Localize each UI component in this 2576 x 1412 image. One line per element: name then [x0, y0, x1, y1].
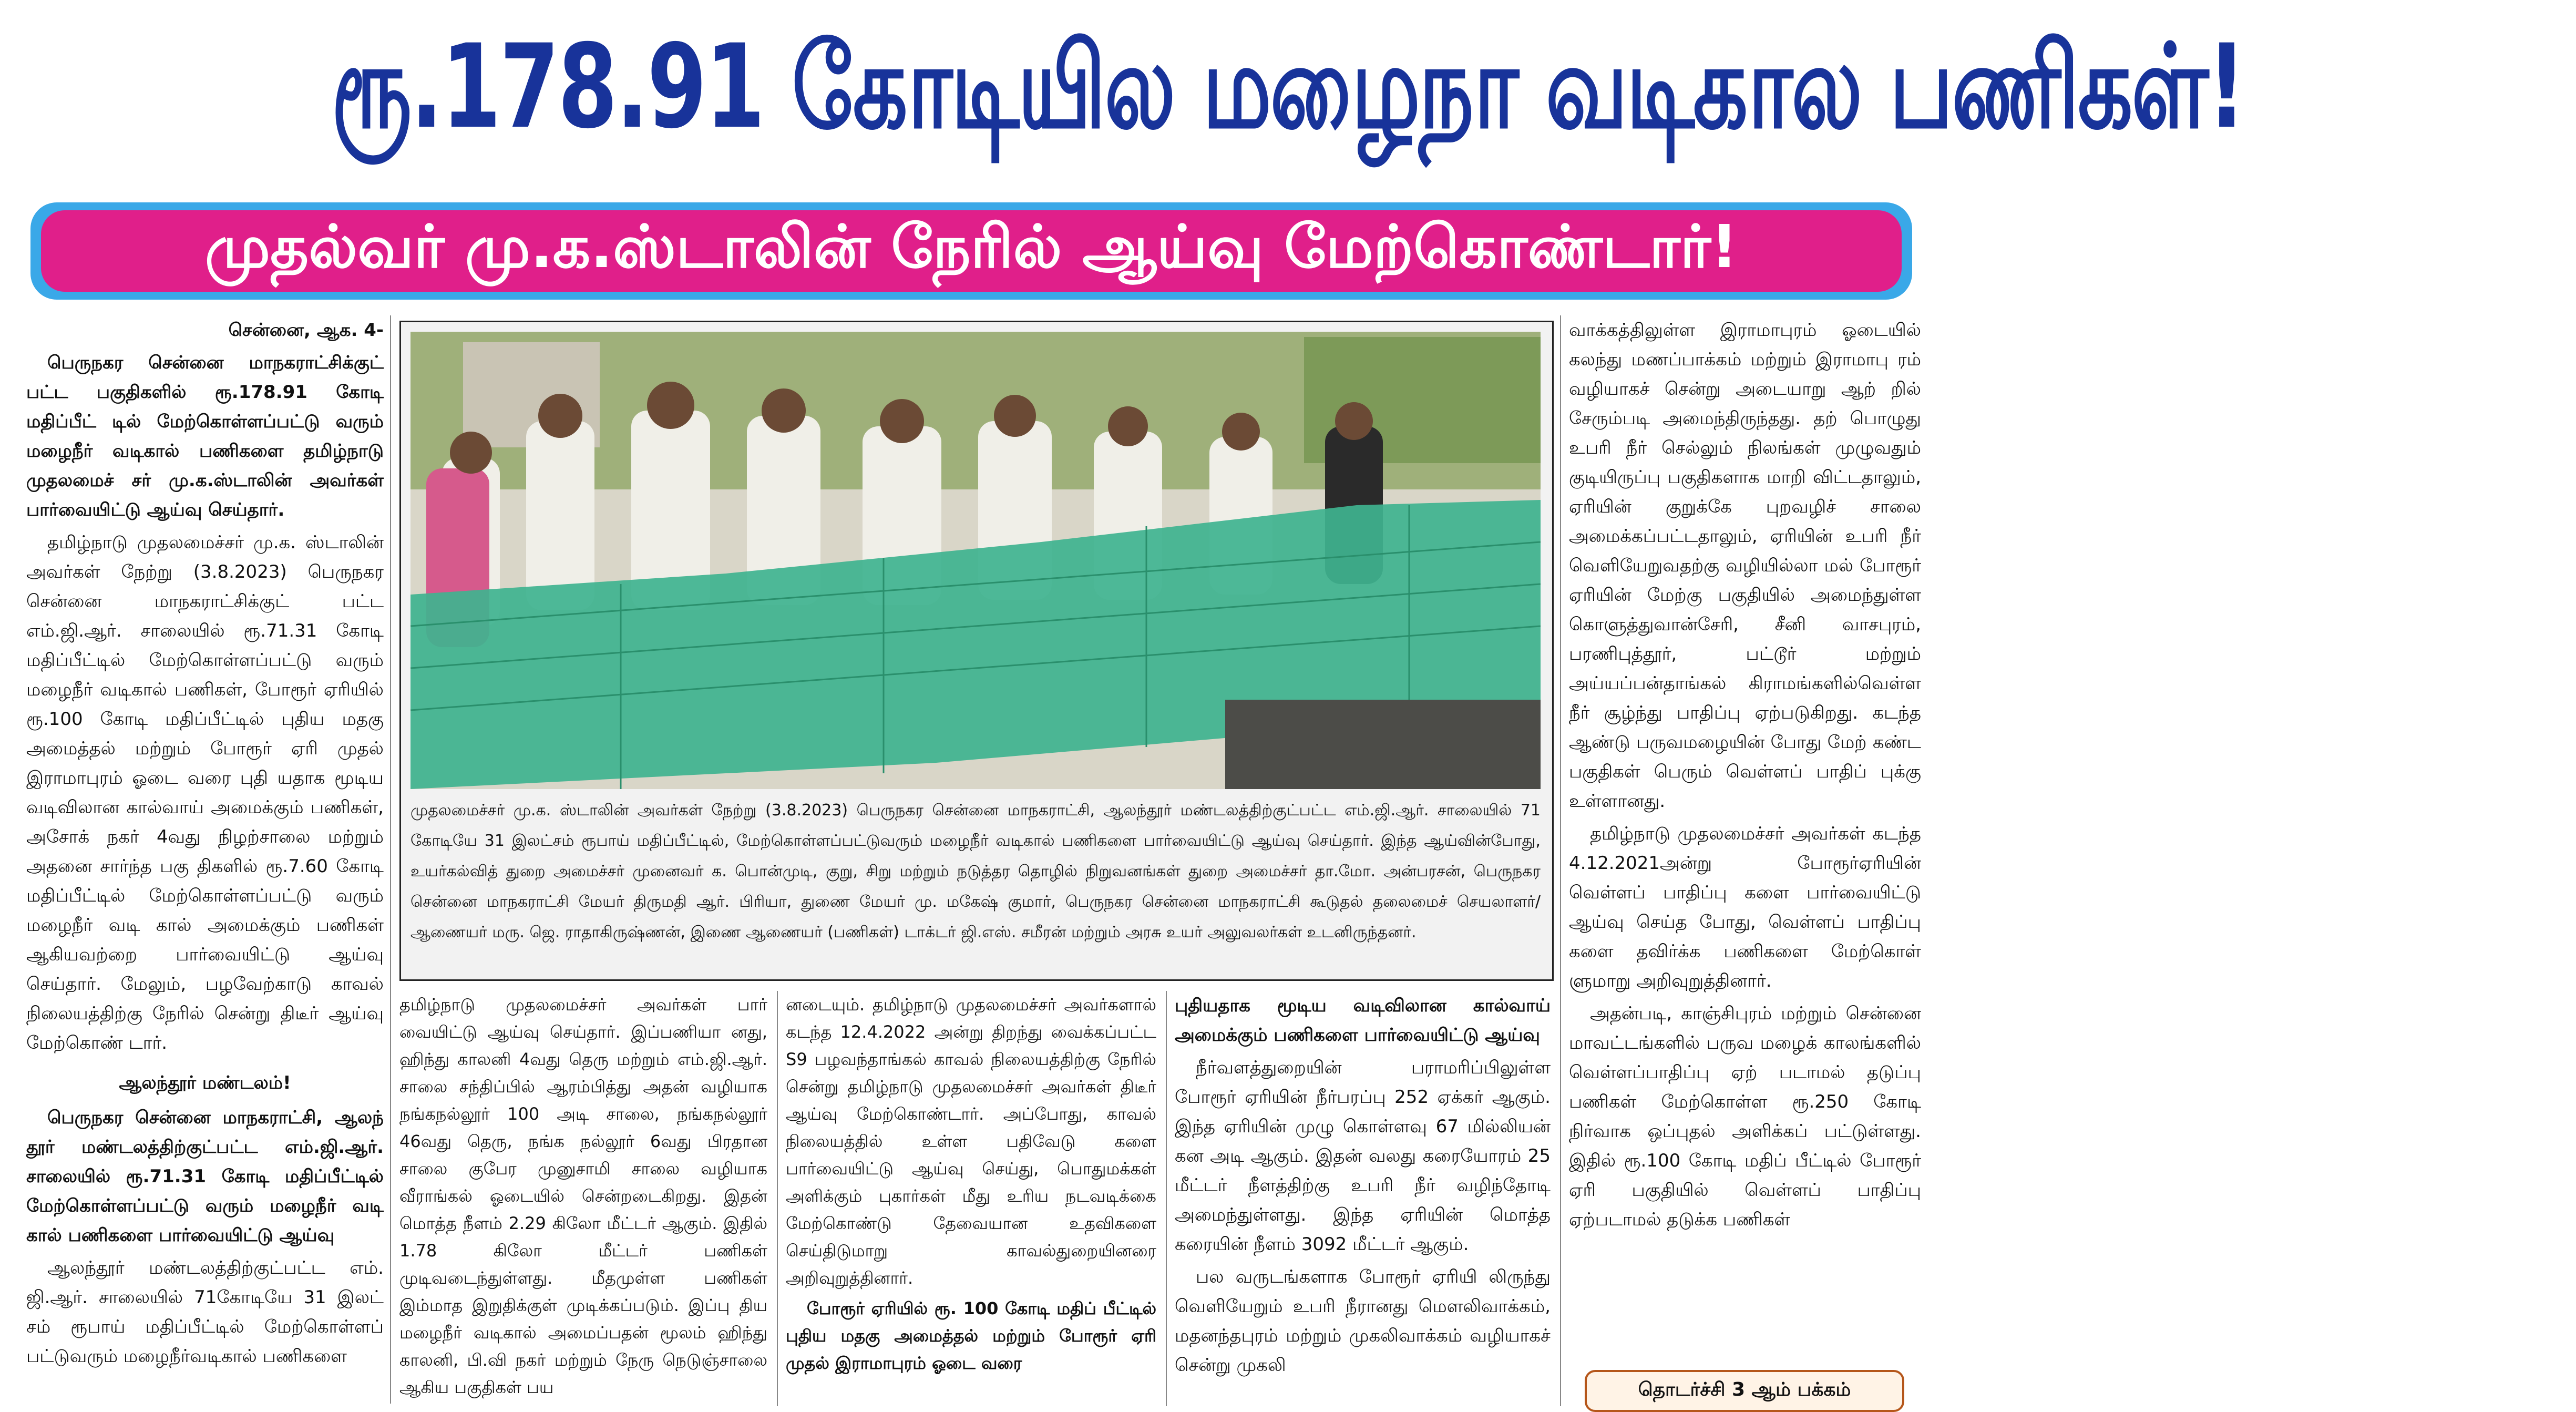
- article-column-4: [1175, 991, 1551, 1383]
- lead-paragraph: பெருநகர சென்னை மாநகராட்சிக்குட் பட்ட பகுதிகளில் ரூ.178.91 கோடி மதிப்பீட் டில் மேற்கொள்ளப்பட்டு வரும் மழைநீர் வடிகால் பணிகளை தமிழ்நாடு முதலமைச் சர் மு.க.ஸ்டாலின் அவர்கள் பார்வையிட்டு ஆய்வு செய்தார்.: [26, 352, 384, 520]
- subheadline-banner: [30, 202, 1912, 300]
- subheadline-inner: [41, 210, 1902, 292]
- headline-text: ரூ.178.91 கோடியில மழைநா வடிகால பணிகள்!: [331, 19, 2245, 154]
- column-divider: [390, 315, 391, 1404]
- body-paragraph: தமிழ்நாடு முதலமைச்சர் மு.க. ஸ்டாலின் அவர்கள் நேற்று (3.8.2023) பெருநகர சென்னை மாநகராட்சிக்குட் பட்ட எம்.ஜி.ஆர். சாலையில் ரூ.71.31 கோடி மதிப்பீட்டில் மேற்கொள்ளப்பட்டு வரும் மழைநீர் வடிகால் பணிகள், போரூர் ஏரியில் ரூ.100 கோடி மதிப்பீட்டில் புதிய மதகு அமைத்தல் மற்றும் போரூர் ஏரி முதல் இராமாபுரம் ஓடை வரை புதி யதாக மூடிய வடிவிலான கால்வாய் அமைக்கும் பணிகள், அசோக் நகர் 4வது நிழற்சாலை மற்றும் அதனை சார்ந்த பகு திகளில் ரூ.7.60 கோடி மதிப்பீட்டில் மேற்கொள்ளப்பட்டு வரும் மழைநீர் வடி கால் அமைக்கும் பணிகள் ஆகியவற்றை பார்வையிட்டு ஆய்வு செய்தார். மேலும், பழவேற்காடு காவல் நிலையத்திற்கு நேரில் சென்று திடீர் ஆய்வு மேற்கொண் டார்.: [26, 532, 384, 1053]
- body-paragraph: ஆலந்தூர் மண்டலத்திற்குட்பட்ட எம். ஜி.ஆர். சாலையில் 71கோடியே 31 இலட் சம் ரூபாய் மதிப்பீட்டில் மேற்கொள்ளப் பட்டுவரும் மழைநீர்வடிகால் பணிகளை: [26, 1257, 384, 1367]
- column-divider: [1166, 991, 1167, 1406]
- column-divider: [1560, 315, 1561, 1406]
- article-column-5: [1569, 315, 1921, 1237]
- body-paragraph: நீர்வளத்துறையின் பராமரிப்பிலுள்ள போரூர் ஏரியின் நீர்பரப்பு 252 ஏக்கர் ஆகும். இந்த ஏரியின் முழு கொள்ளவு 67 மில்லியன் கன அடி ஆகும். இதன் வலது கரையோரம் 25 மீட்டர் நீளத்திற்கு உபரி நீர் வழிந்தோடி அமைந்துள்ளது. இந்த ஏரியின் மொத்த கரையின் நீளம் 3092 மீட்டர் ஆகும்.: [1175, 1057, 1551, 1255]
- section-subhead: ஆலந்தூர் மண்டலம்!: [119, 1072, 291, 1093]
- article-column-3: [786, 991, 1156, 1380]
- page-headline: [0, 0, 2245, 173]
- subheadline-text: முதல்வர் மு.க.ஸ்டாலின் நேரில் ஆய்வு மேற்கொண்டார்!: [204, 213, 1738, 281]
- body-paragraph: வாக்கத்திலுள்ள இராமாபுரம் ஓடையில் கலந்து மணப்பாக்கம் மற்றும் இராமாபு ரம் வழியாகச் சென்று அடையாறு ஆற் றில் சேரும்படி அமைந்திருந்தது. தற் பொழுது உபரி நீர் செல்லும் நிலங்கள் முழுவதும் குடியிருப்பு பகுதிகளாக மாறி விட்டதாலும், ஏரியின் குறுக்கே புறவழிச் சாலை அமைக்கப்பட்டதாலும், ஏரியின் உபரி நீர் வெளியேறுவதற்கு வழியில்லா மல் போரூர் ஏரியின் மேற்கு பகுதியில் அமைந்துள்ள கொளுத்துவான்சேரி, சீனி வாசபுரம், பரணிபுத்தூர், பட்டூர் மற்றும் அய்யப்பன்தாங்கல் கிராமங்களில்வெள்ள நீர் சூழ்ந்து பாதிப்பு ஏற்படுகிறது. கடந்த ஆண்டு பருவமழையின் போது மேற் கண்ட பகுதிகள் பெரும் வெள்ளப் பாதிப் புக்கு உள்ளானது.: [1569, 320, 1921, 812]
- column-divider: [777, 991, 778, 1406]
- body-paragraph: பல வருடங்களாக போரூர் ஏரியி லிருந்து வெளியேறும் உபரி நீரானது மௌலிவாக்கம், மதனந்தபுரம் மற்றும் முகலிவாக்கம் வழியாகச் சென்று முகலி: [1175, 1266, 1551, 1376]
- photo-illustration: [410, 332, 1541, 789]
- article-column-2: [399, 991, 767, 1404]
- section-subhead: புதியதாக மூடிய வடிவிலான கால்வாய் அமைக்கும் பணிகளை பார்வையிட்டு ஆய்வு: [1175, 995, 1551, 1046]
- article-column-1: [26, 315, 384, 1374]
- news-photo-frame: [399, 321, 1554, 981]
- news-photo: [410, 332, 1541, 789]
- dateline: சென்னை, ஆக. 4-: [228, 320, 384, 341]
- body-paragraph: அதன்படி, காஞ்சிபுரம் மற்றும் சென்னை மாவட்டங்களில் பருவ மழைக் காலங்களில் வெள்ளப்பாதிப்பு ஏற் படாமல் தடுப்பு பணிகள் மேற்கொள்ள ரூ.250 கோடி நிர்வாக ஒப்புதல் அளிக்கப் பட்டுள்ளது. இதில் ரூ.100 கோடி மதிப் பீட்டில் போரூர் ஏரி பகுதியில் வெள்ளப் பாதிப்பு ஏற்படாமல் தடுக்க பணிகள்: [1569, 1003, 1921, 1230]
- photo-caption: முதலமைச்சர் மு.க. ஸ்டாலின் அவர்கள் நேற்று (3.8.2023) பெருநகர சென்னை மாநகராட்சி, ஆலந்தூர் மண்டலத்திற்குட்பட்ட எம்.ஜி.ஆர். சாலையில் 71 கோடியே 31 இலட்சம் ரூபாய் மதிப்பீட்டில், மேற்கொள்ளப்பட்டுவரும் மழைநீர் வடிகால் பணிகளை பார்வையிட்டு ஆய்வு செய்தார். இந்த ஆய்வின்போது, உயர்கல்வித் துறை அமைச்சர் முனைவர் க. பொன்முடி, குறு, சிறு மற்றும் நடுத்தர தொழில் நிறுவனங்கள் துறை அமைச்சர் தா.மோ. அன்பரசன், பெருநகர சென்னை மாநகராட்சி மேயர் திருமதி ஆர். பிரியா, துணை மேயர் மு. மகேஷ் குமார், பெருநகர சென்னை மாநகராட்சி கூடுதல் தலைமைச் செயலாளர்/ ஆணையர் மரு. ஜெ. ராதாகிருஷ்ணன், இணை ஆணையர் (பணிகள்) டாக்டர் ஜி.எஸ். சமீரன் மற்றும் அரசு உயர் அலுவலர்கள் உடனிருந்தனர்.: [410, 801, 1541, 942]
- bold-paragraph: பெருநகர சென்னை மாநகராட்சி, ஆலந் தூர் மண்டலத்திற்குட்பட்ட எம்.ஜி.ஆர். சாலையில் ரூ.71.31 கோடி மதிப்பீட்டில் மேற்கொள்ளப்பட்டு வரும் மழைநீர் வடி கால் பணிகளை பார்வையிட்டு ஆய்வு: [26, 1107, 384, 1246]
- bold-paragraph: போரூர் ஏரியில் ரூ. 100 கோடி மதிப் பீட்டில் புதிய மதகு அமைத்தல் மற்றும் போரூர் ஏரி முதல் இராமாபுரம் ஓடை வரை: [786, 1298, 1156, 1373]
- body-paragraph: தமிழ்நாடு முதலமைச்சர் அவர்கள் கடந்த 4.12.2021அன்று போரூர்ஏரியின் வெள்ளப் பாதிப்பு களை பார்வையிட்டு ஆய்வு செய்த போது, வெள்ளப் பாதிப்பு களை தவிர்க்க பணிகளை மேற்கொள் ளுமாறு அறிவுறுத்தினார்.: [1569, 823, 1921, 991]
- body-paragraph: னடையும். தமிழ்நாடு முதலமைச்சர் அவர்களால் கடந்த 12.4.2022 அன்று திறந்து வைக்கப்பட்ட S9 பழவந்தாங்கல் காவல் நிலையத்திற்கு நேரில் சென்று தமிழ்நாடு முதலமைச்சர் அவர்கள் திடீர் ஆய்வு மேற்கொண்டார். அப்போது, காவல் நிலையத்தில் உள்ள பதிவேடு களை பார்வையிட்டு ஆய்வு செய்து, பொதுமக்கள் அளிக்கும் புகார்கள் மீது உரிய நடவடிக்கை மேற்கொண்டு தேவையான உதவிகளை செய்திடுமாறு காவல்துறையினரை அறிவுறுத்தினார்.: [786, 995, 1156, 1288]
- continued-on-page-box: தொடர்ச்சி 3 ஆம் பக்கம்: [1585, 1370, 1904, 1412]
- body-paragraph: தமிழ்நாடு முதலமைச்சர் அவர்கள் பார் வையிட்டு ஆய்வு செய்தார். இப்பணியா னது, ஹிந்து காலனி 4வது தெரு மற்றும் எம்.ஜி.ஆர். சாலை சந்திப்பில் ஆரம்பித்து அதன் வழியாக நங்கநல்லூர் 100 அடி சாலை, நங்கநல்லூர் 46வது தெரு, நங்க நல்லூர் 6வது பிரதான சாலை குபேர முனுசாமி சாலை வழியாக வீராங்கல் ஓடையில் சென்றடைகிறது. இதன் மொத்த நீளம் 2.29 கிலோ மீட்டர் ஆகும். இதில் 1.78 கிலோ மீட்டர் பணிகள் முடிவடைந்துள்ளது. மீதமுள்ள பணிகள் இம்மாத இறுதிக்குள் முடிக்கப்படும். இப்பு திய மழைநீர் வடிகால் அமைப்பதன் மூலம் ஹிந்து காலனி, பி.வி நகர் மற்றும் நேரு நெடுஞ்சாலை ஆகிய பகுதிகள் பய: [399, 995, 767, 1397]
